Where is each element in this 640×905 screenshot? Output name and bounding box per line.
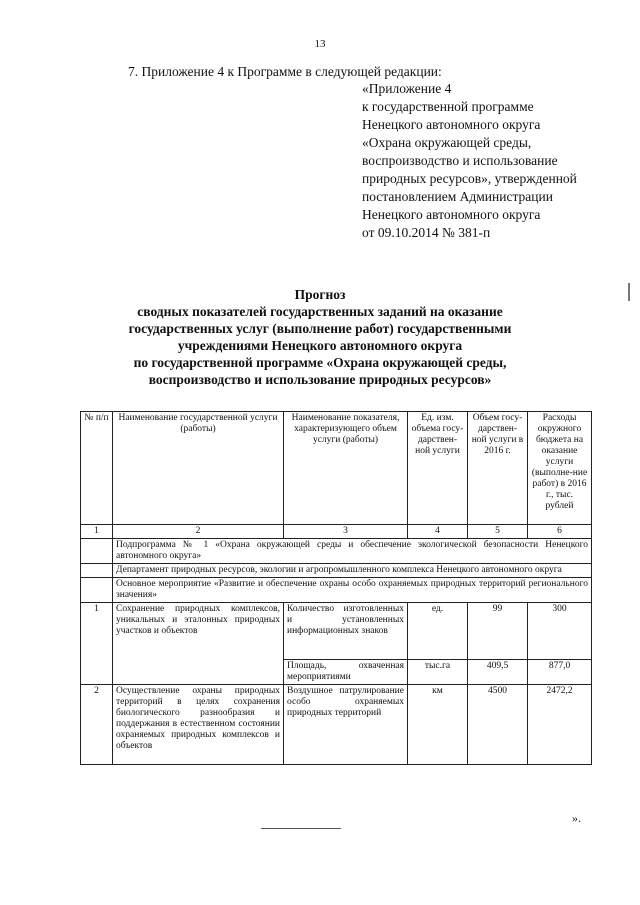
volume-cell: 4500 — [468, 685, 528, 765]
table-span-row — [81, 564, 592, 578]
heading-line: сводных показателей государственных заданий на оказание — [137, 304, 503, 319]
table-span-row — [81, 539, 592, 564]
appendix-line: Ненецкого автономного округа — [362, 207, 541, 222]
document-heading — [0, 286, 640, 388]
empty-cell — [81, 564, 113, 578]
unit-cell: км — [408, 685, 468, 765]
column-number-cell: 2 — [113, 525, 284, 539]
header-cell: Расходы окружного бюджета на оказание услуги (выполне-ние работ) в 2016 г., тыс. рублей — [528, 412, 592, 525]
forecast-table — [80, 411, 592, 765]
cost-cell: 300 — [528, 603, 592, 660]
appendix-line: к государственной программе — [362, 99, 534, 114]
header-cell: Объем госу-дарствен-ной услуги в 2016 г. — [468, 412, 528, 525]
table-header-row — [81, 412, 592, 525]
header-cell: Наименование государственной услуги (работы) — [113, 412, 284, 525]
appendix-block — [362, 80, 577, 242]
cost-cell: 2472,2 — [528, 685, 592, 765]
appendix-line: воспроизводство и использование — [362, 153, 558, 168]
column-number-cell: 1 — [81, 525, 113, 539]
heading-line: воспроизводство и использование природных ресурсов» — [148, 372, 492, 387]
heading-line: по государственной программе «Охрана окружающей среды, — [133, 355, 507, 370]
column-number-cell: 4 — [408, 525, 468, 539]
column-number-row — [81, 525, 592, 539]
department-cell: Департамент природных ресурсов, экологии и агропромышленного комплекса Ненецкого автономного округа — [113, 564, 592, 578]
heading-line: государственных услуг (выполнение работ) государственными — [128, 321, 512, 336]
row-number-cell: 1 — [81, 603, 113, 685]
appendix-line: природных ресурсов», утвержденной — [362, 171, 577, 186]
heading-line: Прогноз — [294, 287, 346, 302]
header-cell: Ед. изм. объема госу-дарствен-ной услуги — [408, 412, 468, 525]
table-row — [81, 685, 592, 765]
header-cell: № п/п — [81, 412, 113, 525]
appendix-line: «Охрана окружающей среды, — [362, 135, 532, 150]
row-number-cell: 2 — [81, 685, 113, 765]
column-number-cell: 6 — [528, 525, 592, 539]
page-number: 13 — [314, 38, 326, 50]
appendix-line: «Приложение 4 — [362, 81, 452, 96]
appendix-line: Ненецкого автономного округа — [362, 117, 541, 132]
indicator-name-cell: Воздушное патрулирование особо охраняемых природных территорий — [284, 685, 408, 765]
indicator-name-cell: Площадь, охваченная мероприятиями — [284, 660, 408, 685]
column-number-cell: 3 — [284, 525, 408, 539]
table-row — [81, 603, 592, 660]
cost-cell: 877,0 — [528, 660, 592, 685]
closing-quote: ». — [572, 811, 581, 825]
volume-cell: 99 — [468, 603, 528, 660]
unit-cell: ед. — [408, 603, 468, 660]
header-cell: Наименование показателя, характеризующего объем услуги (работы) — [284, 412, 408, 525]
footer-separator — [261, 828, 341, 829]
empty-cell — [81, 578, 113, 603]
service-name-cell: Осуществление охраны природных территорий в целях сохранения биологического разнообразия и поддержания в естественном состоянии охраняемых природных комплексов и объектов — [113, 685, 284, 765]
column-number-cell: 5 — [468, 525, 528, 539]
indicator-name-cell: Количество изготовленных и установленных информационных знаков — [284, 603, 408, 660]
heading-line: учреждениями Ненецкого автономного округа — [177, 338, 463, 353]
main-measure-cell: Основное мероприятие «Развитие и обеспечение охраны особо охраняемых природных территорий регионального значения» — [113, 578, 592, 603]
appendix-line: от 09.10.2014 № 381-п — [362, 225, 491, 240]
subprogram-cell: Подпрограмма № 1 «Охрана окружающей среды и обеспечение экологической безопасности Ненецкого автономного округа» — [113, 539, 592, 564]
table-span-row — [81, 578, 592, 603]
empty-cell — [81, 539, 113, 564]
intro-line: 7. Приложение 4 к Программе в следующей редакции: — [128, 64, 442, 79]
unit-cell: тыс.га — [408, 660, 468, 685]
service-name-cell: Сохранение природных комплексов, уникальных и эталонных природных участков и объектов — [113, 603, 284, 685]
appendix-line: постановлением Администрации — [362, 189, 553, 204]
volume-cell: 409,5 — [468, 660, 528, 685]
